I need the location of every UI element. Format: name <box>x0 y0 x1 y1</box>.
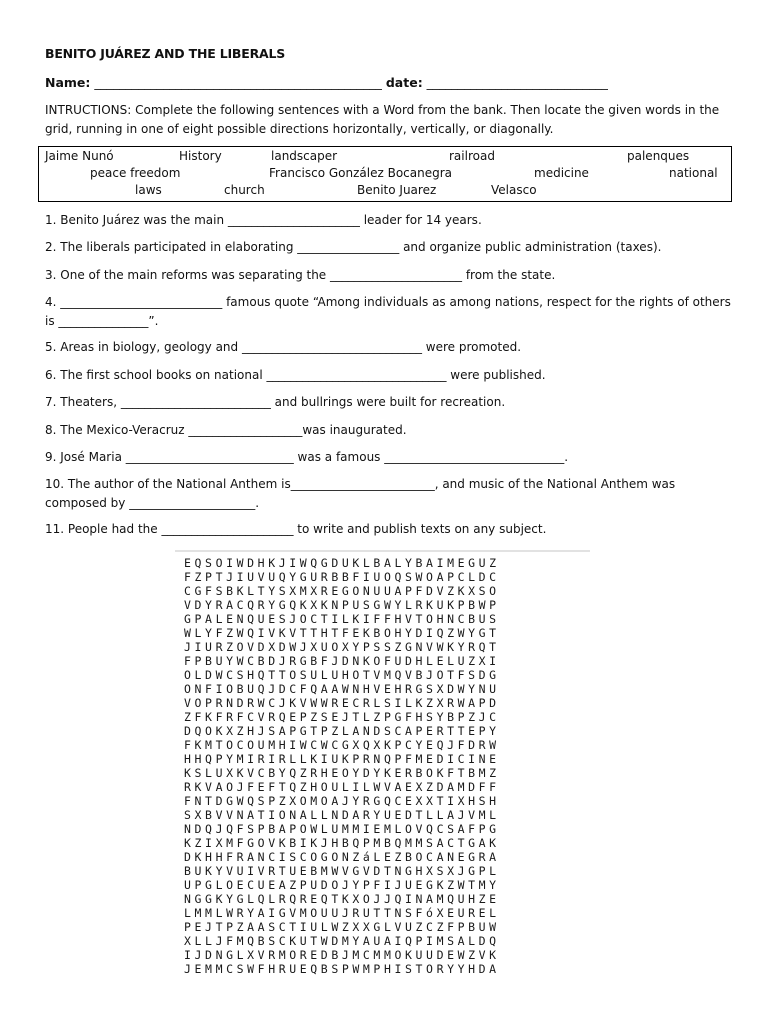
grid-row: IJDNGLXVRMOREDBJMCMMOKUUDEWZVK <box>184 948 500 962</box>
grid-row: DKHHFRANCISCOGONZáLEZBOCANEGRA <box>184 850 500 864</box>
question-2: 2. The liberals participated in elaborating _________________ and organize public administration (taxes). <box>45 240 662 254</box>
name-label: Name: <box>45 75 91 90</box>
grid-row: FNTDGWQSPZXOMOAJYRGQCEXXTIXHSH <box>184 794 500 808</box>
grid-row: DQOKXZHJSAPGTPZLANDSCAPERTTEPY <box>184 724 500 738</box>
instructions: INTRUCTIONS: Complete the following sentences with a Word from the bank. Then locate the given words in the grid, running in one of eight possible directions horizontally, vertically, or diagonally. <box>45 103 720 136</box>
question-5: 5. Areas in biology, geology and ______________________________ were promoted. <box>45 340 522 354</box>
word-bank <box>38 146 732 202</box>
worksheet-title: BENITO JUÁREZ AND THE LIBERALS <box>45 46 286 61</box>
grid-row: NGGKYGLQLRQREQTKXOJJQINAMQUHZE <box>184 892 500 906</box>
grid-row: CGFSBKLTYSXMXREGONUUAPFDVZKXSO <box>184 584 500 598</box>
grid-row: PEJTPZAASCTIULWZXXGLVUZCZFPBUW <box>184 920 500 934</box>
grid-row: LMMLWRYAIGVMOUUJRUTTNSFóXEUREL <box>184 906 500 920</box>
grid-row: NDQJQFSPBAPOWLUMMIEMLOVQCSAFPG <box>184 822 500 836</box>
grid-row: KZIXMFGOVKBIKJHBQPMBQMMSACTGAK <box>184 836 500 850</box>
bank-word: Francisco González Bocanegra <box>269 166 453 180</box>
grid-row: WLYFZWQIVKVTTHTFEKBOHYDIQZWYGT <box>184 626 500 640</box>
name-blank: ______________________________________________ <box>90 75 386 90</box>
grid-row: HHQPYMIRIRLLKIUKPRNQPFMEDICINE <box>184 752 500 766</box>
question-11: 11. People had the ______________________ to write and publish texts on any subject. <box>45 522 547 536</box>
name-date-line <box>45 75 735 90</box>
question-4: 4. ___________________________ famous quote “Among individuals as among nations, respect for the rights of others is _______________”. <box>45 295 731 328</box>
date-blank: _____________________________ <box>422 75 608 90</box>
question-10: 10. The author of the National Anthem is________________________, and music of the National Anthem was composed by _____________________. <box>45 477 676 510</box>
grid-row: UPGLOECUEAZPUDOJYPFIJUEGKZWTMY <box>184 878 500 892</box>
question-1: 1. Benito Juárez was the main ______________________ leader for 14 years. <box>45 213 482 227</box>
grid-row: RKVAOJFEFTQZHOULILWVAEXZDAMDFF <box>184 780 500 794</box>
question-3: 3. One of the main reforms was separating the ______________________ from the state. <box>45 268 556 282</box>
grid-row: ZFKFRFCVRQEPZSEJTLZPGFHSYBPZJC <box>184 710 500 724</box>
grid-row: XLLJFMQBSCKUTWDMYAUAIQPIMSALDQ <box>184 934 500 948</box>
grid-row: GPALENQUESJOCTILKIFFHVTOHNCBUS <box>184 612 500 626</box>
bank-word: peace freedom <box>90 166 181 180</box>
grid-row: ONFIOBUQJDCFQAAWNHVEHRGSXDWYNU <box>184 682 500 696</box>
bank-word: Velasco <box>491 183 537 197</box>
grid-row: SXBVVNATIONALLNDARYUEDTLLAJVML <box>184 808 500 822</box>
bank-word: History <box>179 149 222 163</box>
grid-row: FPBUYWCBDJRGBFJDNKOFUDHLELUZXI <box>184 654 500 668</box>
word-search-grid <box>175 550 590 976</box>
question-8: 8. The Mexico-Veracruz ___________________was inaugurated. <box>45 423 407 437</box>
grid-row: JIURZOVDXDWJXUOXYPSSZGNVWKYRQT <box>184 640 500 654</box>
bank-word: palenques <box>627 149 690 163</box>
bank-word: Jaime Nunó <box>45 149 114 163</box>
bank-word: railroad <box>449 149 495 163</box>
question-9: 9. José Maria ____________________________ was a famous ______________________________. <box>45 450 569 464</box>
bank-word: laws <box>135 183 162 197</box>
bank-word: medicine <box>534 166 589 180</box>
grid-row: BUKYVUIVRTUEBMWVGVDTNGHXSXJGPL <box>184 864 500 878</box>
grid-row: VDYRACQRYGQKXKNPUSGWYLRKUKPBWP <box>184 598 500 612</box>
grid-row: OLDWCSHQTTOSULUHOTVMQVBJOTFSDG <box>184 668 500 682</box>
question-7: 7. Theaters, _________________________ and bullrings were built for recreation. <box>45 395 506 409</box>
grid-row: EQSOIWDHKJIWQGDUKLBALYBAIMEGUZ <box>184 556 500 570</box>
grid-row: VOPRNDRWCJKVWWRECRLSILKZXRWAPD <box>184 696 500 710</box>
grid-row: JEMMCSWFHRUEQBSPWMPHISTORYYHDA <box>184 962 500 976</box>
bank-word: national <box>669 166 718 180</box>
grid-row: FZPTJIUVUQYGURBBFIUOQSWOAPCLDC <box>184 570 500 584</box>
date-label: date: <box>385 75 423 90</box>
bank-word: landscaper <box>271 149 338 163</box>
bank-word: church <box>224 183 265 197</box>
bank-word: Benito Juarez <box>357 183 437 197</box>
grid-row: FKMTOCOUMHIWCWCGXQXKPCYEQJFDRW <box>184 738 500 752</box>
grid-row: KSLUXKVCBYQZRHEOYDYKERBOKFTBMZ <box>184 766 500 780</box>
question-6: 6. The first school books on national ______________________________ were published. <box>45 368 546 382</box>
